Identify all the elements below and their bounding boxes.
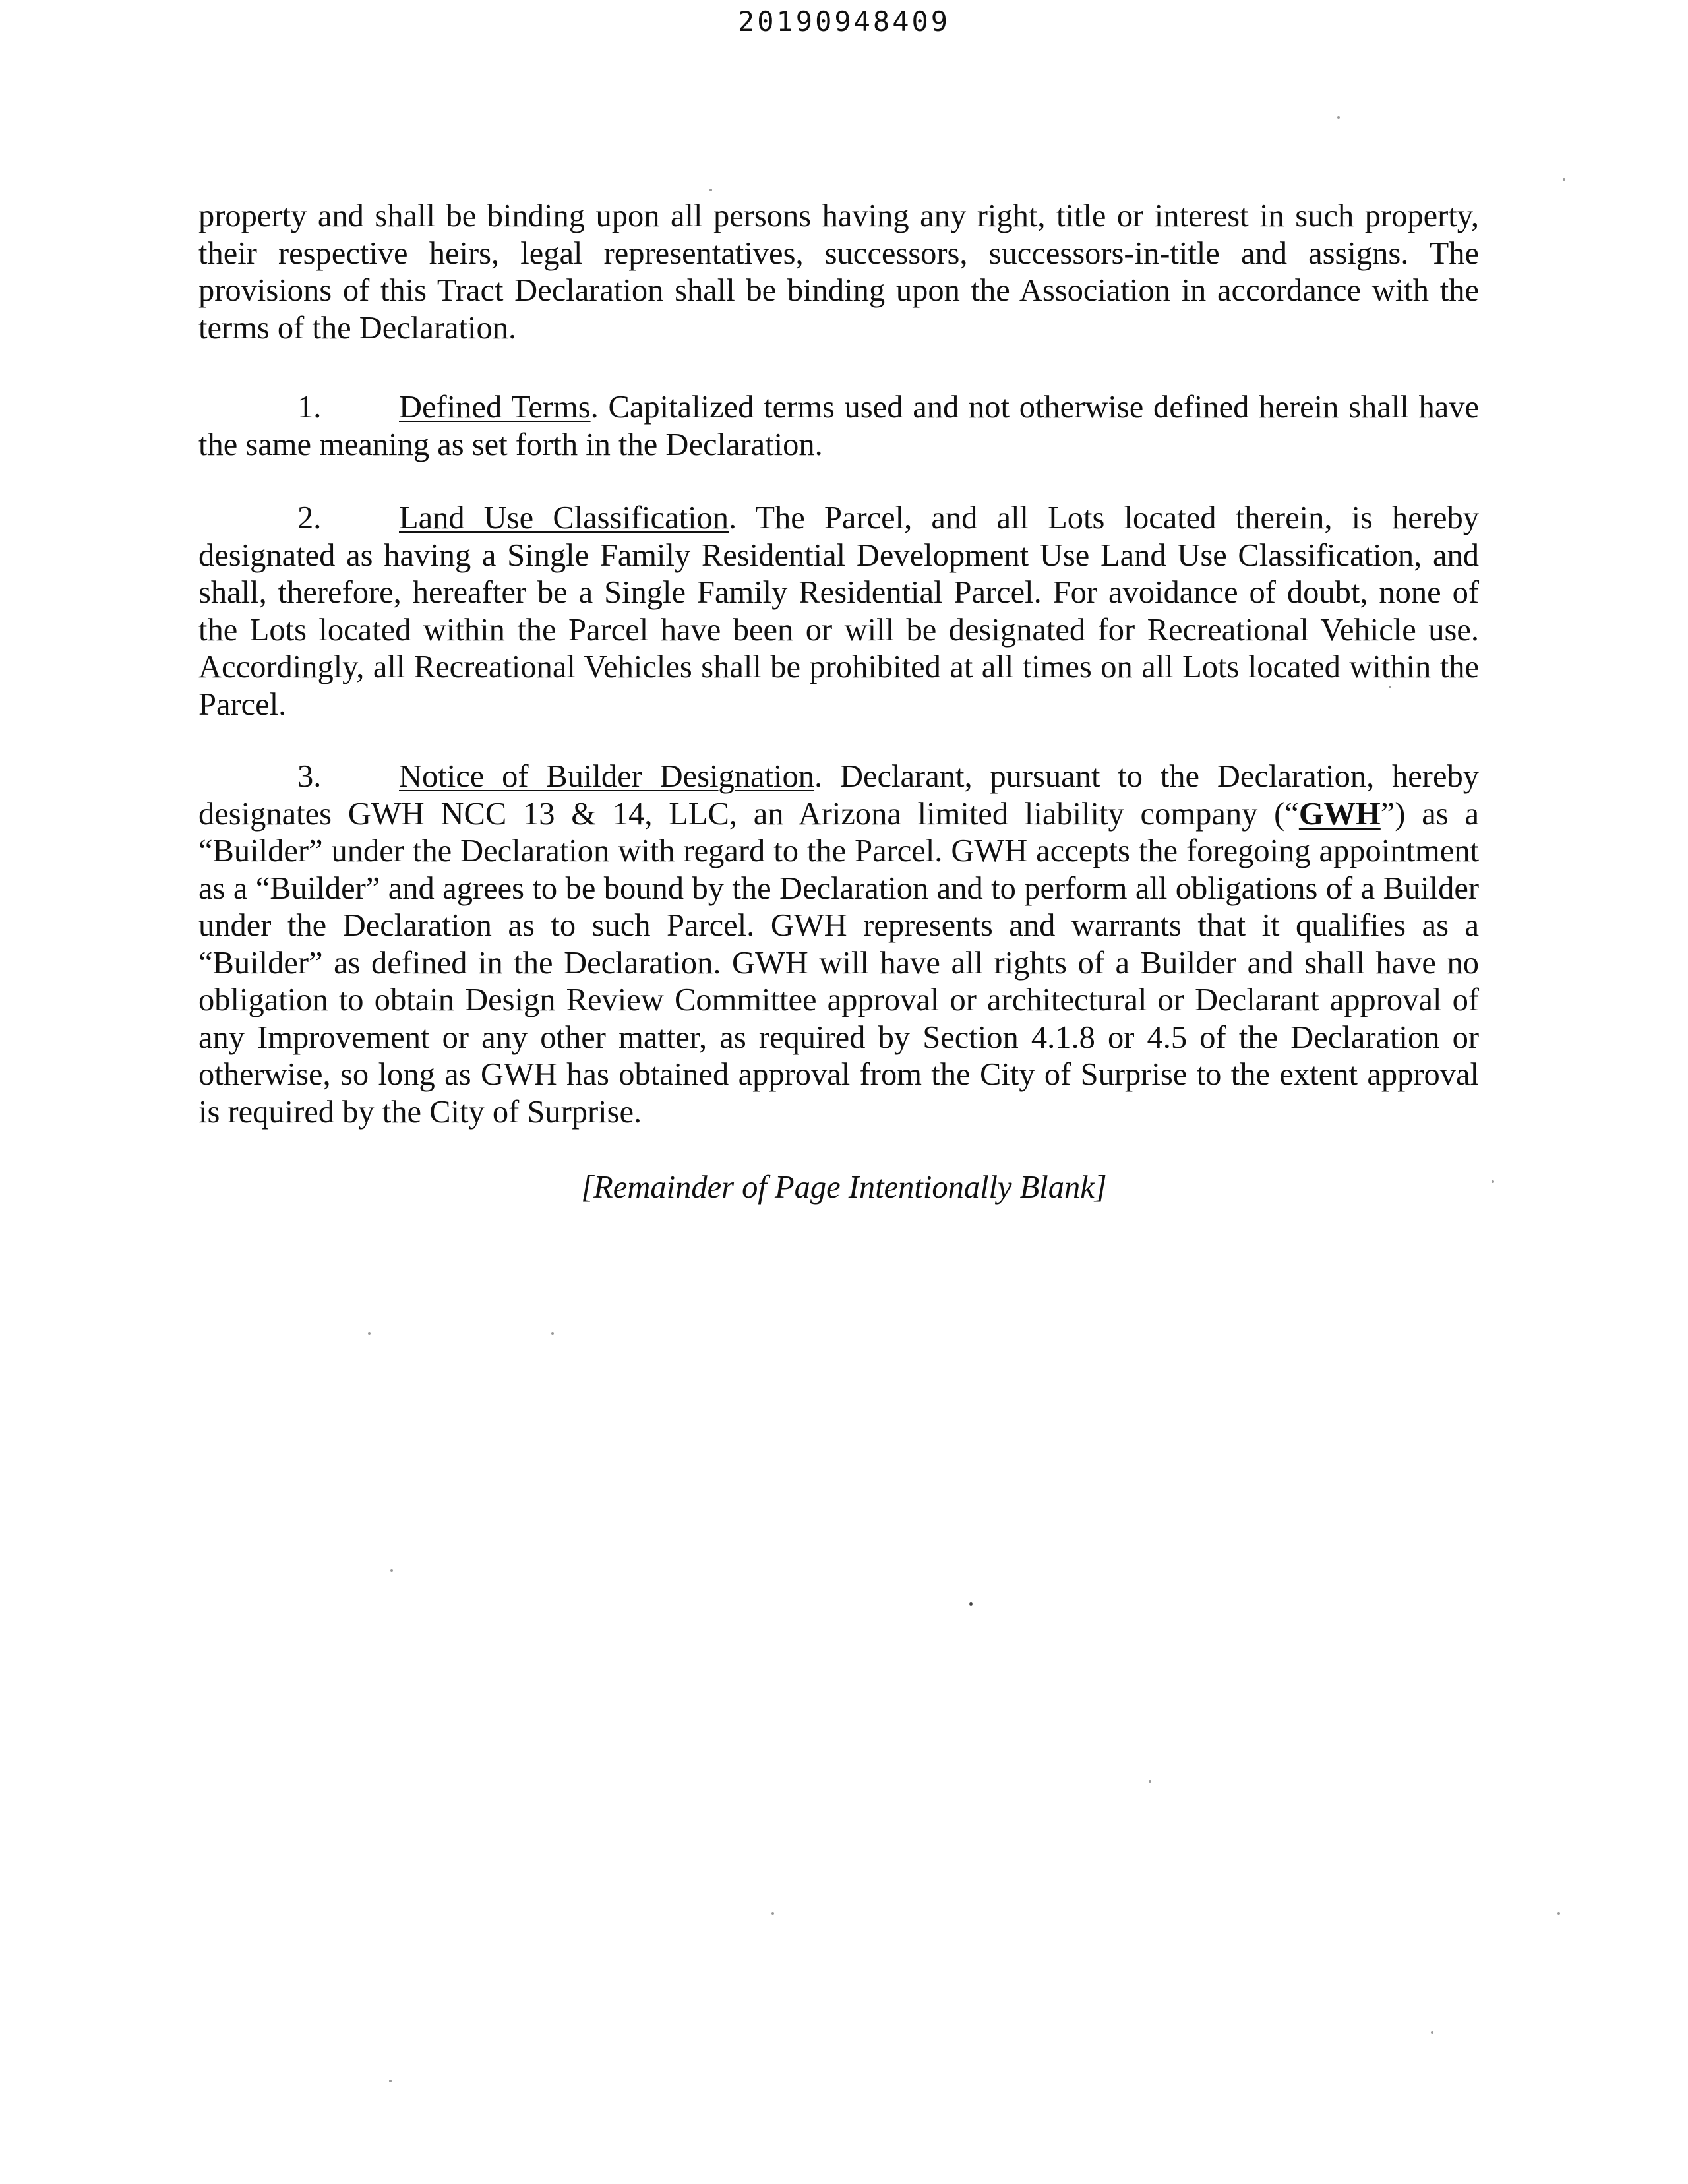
section-defined-terms xyxy=(198,389,1479,464)
defined-term-gwh: GWH xyxy=(1298,796,1381,832)
section-heading: Notice of Builder Designation xyxy=(399,759,815,794)
section-heading: Defined Terms xyxy=(399,390,591,425)
scan-speck xyxy=(771,1912,774,1915)
section-body-part-2: ”) as a “Builder” under the Declaration with regard to the Parcel. GWH accepts the foregoing appointment as a “Builder” and agrees to be bound by the Declaration and to perform all obligations of a Builder under the Declaration as to such Parcel. GWH represents and warrants that it qualifies as a “Builder” as defined in the Declaration. GWH will have all rights of a Builder and shall have no obligation to obtain Design Review Committee approval or architectural or Declarant approval of any Improvement or any other matter, as required by Section 4.1.8 or 4.5 of the Declaration or otherwise, so long as GWH has obtained approval from the City of Surprise to the extent approval is required by the City of Surprise. xyxy=(198,796,1479,1130)
remainder-note: [Remainder of Page Intentionally Blank] xyxy=(581,1170,1107,1205)
section-builder-designation xyxy=(198,758,1479,1131)
intro-paragraph: property and shall be binding upon all persons having any right, title or interest in such property, their respective heirs, legal representatives, successors, successors-in-title and assigns. The provisions of this Tract Declaration shall be binding upon the Association in accordance with the terms of the Declaration. xyxy=(198,198,1479,346)
section-body: . Capitalized terms used and not otherwise defined herein shall have the same meaning as set forth in the Declaration. xyxy=(198,390,1479,462)
section-number-text: 2. xyxy=(297,501,322,535)
scan-speck xyxy=(390,1569,393,1572)
scan-speck xyxy=(368,1332,371,1335)
scan-speck xyxy=(969,1602,973,1606)
scan-speck xyxy=(1149,1780,1151,1783)
scan-speck xyxy=(1557,1912,1560,1915)
scan-speck xyxy=(1492,1180,1494,1183)
scan-speck xyxy=(1563,178,1565,181)
scan-speck xyxy=(1337,116,1340,119)
scan-speck xyxy=(1389,686,1391,688)
section-body: . The Parcel, and all Lots located therein, is hereby designated as having a Single Family Residential Development Use Land Use Classification, and shall, therefore, hereafter be a Single Family Residential Parcel. For avoidance of doubt, none of the Lots located within the Parcel have been or will be designated for Recreational Vehicle use. Accordingly, all Recreational Vehicles shall be prohibited at all times on all Lots located within the Parcel. xyxy=(198,501,1480,722)
section-number-text: 1. xyxy=(297,390,322,425)
section-body-part-1: . Declarant, pursuant to the Declaration, hereby designates GWH NCC 13 & 14, LLC, an Arizona limited liability company (“ xyxy=(198,759,1479,832)
scan-speck xyxy=(389,2080,392,2082)
section-number-text: 3. xyxy=(297,759,322,794)
scan-speck xyxy=(551,1332,554,1335)
section-land-use-classification xyxy=(198,500,1479,723)
scan-speck xyxy=(709,189,712,191)
scan-speck xyxy=(1431,2031,1433,2034)
section-heading: Land Use Classification xyxy=(399,501,729,535)
recording-number: 20190948409 xyxy=(737,5,951,38)
